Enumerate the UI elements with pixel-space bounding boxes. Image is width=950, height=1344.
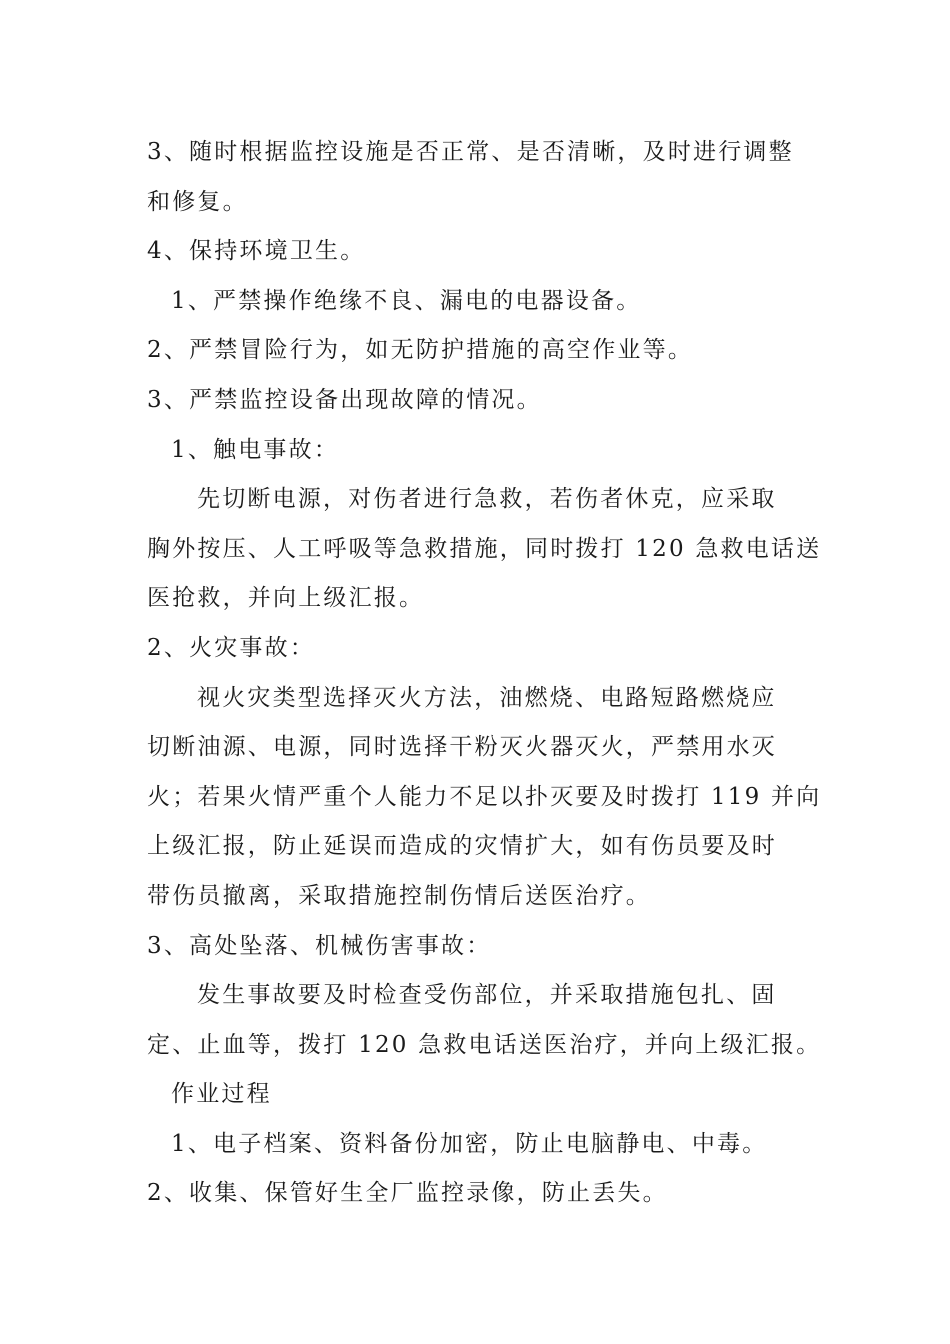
section-heading: 1、触电事故： — [171, 436, 340, 463]
section-heading: 2、火灾事故： — [147, 634, 316, 661]
text-line: 2、严禁冒险行为，如无防护措施的高空作业等。 — [147, 337, 694, 364]
section-heading: 3、高处坠落、机械伤害事故： — [147, 932, 492, 959]
text-line: 和修复。 — [147, 188, 248, 215]
text-line: 1、严禁操作绝缘不良、漏电的电器设备。 — [171, 287, 642, 314]
text-line: 切断油源、电源，同时选择干粉灭火器灭火，严禁用水灭 — [147, 734, 777, 761]
text-line: 3、随时根据监控设施是否正常、是否清晰，及时进行调整 — [147, 139, 794, 165]
document-body — [147, 128, 822, 1219]
text-line: 上级汇报，防止延误而造成的灾情扩大，如有伤员要及时 — [147, 833, 777, 860]
text-line: 2、收集、保管好生全厂监控录像，防止丢失。 — [147, 1180, 668, 1207]
text-line: 带伤员撤离，采取措施控制伤情后送医治疗。 — [147, 882, 651, 909]
text-line: 1、电子档案、资料备份加密，防止电脑静电、中毒。 — [171, 1130, 768, 1157]
text-line: 定、止血等，拨打 120 急救电话送医治疗，并向上级汇报。 — [147, 1031, 822, 1058]
text-line: 火；若果火情严重个人能力不足以扑灭要及时拨打 119 并向 — [147, 783, 822, 810]
text-line: 3、严禁监控设备出现故障的情况。 — [147, 386, 542, 413]
text-line: 先切断电源，对伤者进行急救，若伤者休克，应采取 — [197, 486, 777, 513]
text-line: 视火灾类型选择灭火方法，油燃烧、电路短路燃烧应 — [197, 684, 777, 711]
text-line: 胸外按压、人工呼吸等急救措施，同时拨打 120 急救电话送 — [147, 535, 822, 562]
text-line: 医抢救，并向上级汇报。 — [147, 585, 425, 612]
text-line: 4、保持环境卫生。 — [147, 238, 366, 265]
text-line: 发生事故要及时检查受伤部位，并采取措施包扎、固 — [197, 982, 777, 1009]
section-heading: 作业过程 — [171, 1081, 272, 1108]
